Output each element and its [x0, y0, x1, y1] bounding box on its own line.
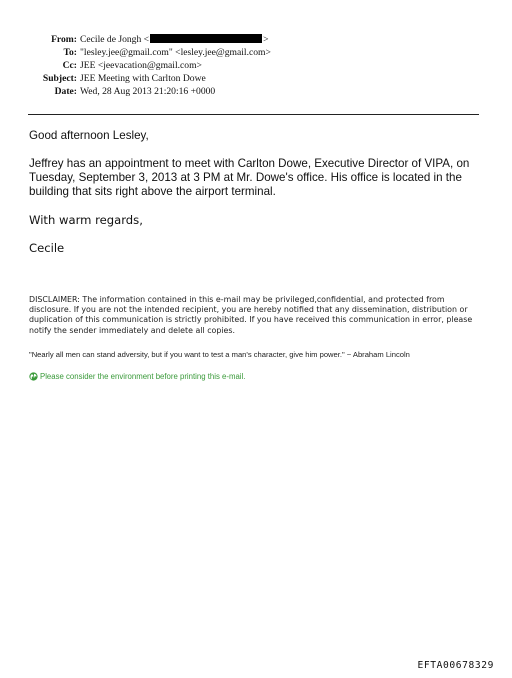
- from-value: [80, 33, 269, 46]
- cc-value: JEE <jeevacation@gmail.com>: [80, 60, 202, 71]
- message-body: Jeffrey has an appointment to meet with Carlton Dowe, Executive Director of VIPA, on Tuesday, September 3, 2013 at 3 PM at Mr. Dowe's office. His office is located in the building that sits right above the airport terminal.: [29, 157, 470, 199]
- subject-label: Subject:: [42, 73, 77, 84]
- redaction-block: [150, 34, 262, 43]
- cc-row: [0, 59, 512, 72]
- greeting: Good afternoon Lesley,: [29, 129, 149, 142]
- to-row: [0, 46, 512, 59]
- to-label: To:: [63, 47, 77, 58]
- signature: Cecile: [29, 241, 65, 255]
- globe-icon: [29, 372, 38, 381]
- from-label: From:: [51, 34, 77, 45]
- subject-row: [0, 72, 512, 85]
- quote: "Nearly all men can stand adversity, but if you want to test a man's character, give him power." ~ Abraham Lincoln: [29, 350, 410, 359]
- date-value: Wed, 28 Aug 2013 21:20:16 +0000: [80, 86, 216, 97]
- from-row: [0, 33, 512, 46]
- subject-value: JEE Meeting with Carlton Dowe: [80, 73, 206, 84]
- document-id: EFTA00678329: [417, 660, 494, 671]
- environment-note: [29, 372, 245, 381]
- environment-text: Please consider the environment before printing this e-mail.: [40, 372, 246, 381]
- date-label: Date:: [54, 86, 77, 97]
- header-divider: [28, 114, 479, 115]
- cc-label: Cc:: [62, 60, 77, 71]
- disclaimer: DISCLAIMER: The information contained in this e-mail may be privileged,confidential, and protected from disclosure. If you are not the intended recipient, you are hereby notified that any dissemination, distribution or duplication of this communication is strictly prohibited. If you have received this communication in error, please notify the sender immediately and delete all copies.: [29, 295, 473, 335]
- date-row: [0, 85, 512, 98]
- from-name: Cecile de Jongh <: [80, 34, 150, 45]
- to-value: "lesley.jee@gmail.com" <lesley.jee@gmail.com>: [80, 47, 271, 58]
- from-suffix: >: [263, 34, 269, 45]
- closing: With warm regards,: [29, 213, 143, 227]
